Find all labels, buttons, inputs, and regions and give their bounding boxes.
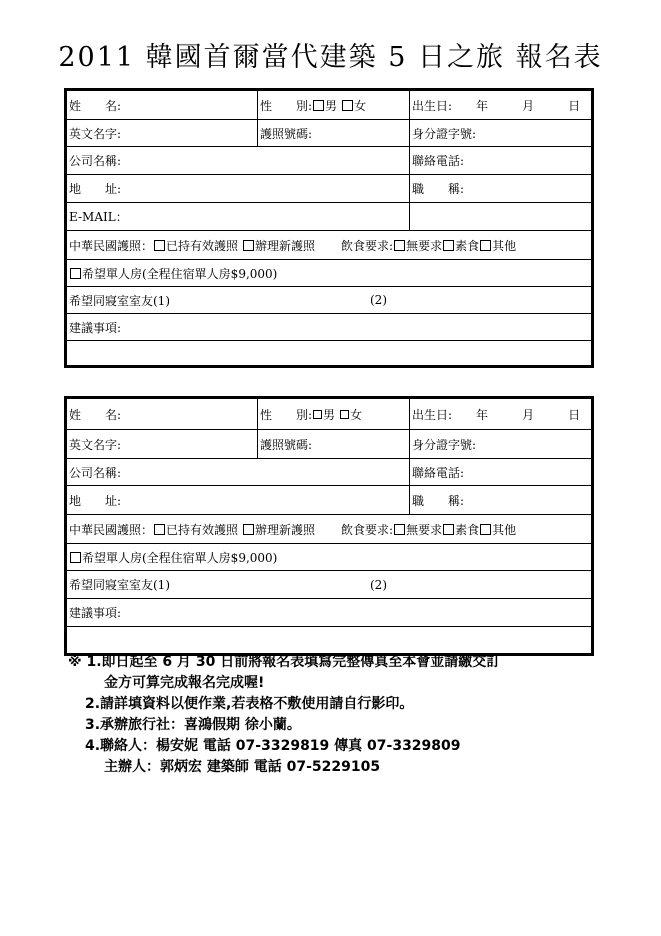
roommate-field[interactable] [67,287,591,313]
gender-field [257,399,409,429]
gender-male-label: 男 [325,98,338,113]
name-field[interactable] [67,399,257,429]
passport-new-checkbox[interactable] [243,240,254,251]
job-title-label: 職 稱: [412,493,465,508]
diet-other-label: 其他 [492,238,517,253]
row-company [67,459,591,486]
single-room-label: 希望單人房(全程住宿單人房$9,000) [82,266,278,281]
row-suggestion [67,599,591,627]
name-field[interactable] [67,91,257,119]
gender-label: 性 別: [260,407,313,422]
passport-has-checkbox[interactable] [154,240,165,251]
birth-year-label: 年 [476,407,489,422]
birth-year-label: 年 [476,98,489,113]
address-label: 地 址: [69,493,122,508]
row-suggestion-blank[interactable] [67,627,591,653]
row-email [67,203,591,231]
row-company [67,147,591,175]
row-address [67,175,591,203]
passport-no-label: 護照號碼: [260,126,313,141]
gender-female-label: 女 [354,98,367,113]
gender-label: 性 別: [260,98,313,113]
gender-female-checkbox[interactable] [342,100,353,111]
row-single-room [67,260,591,287]
single-room-checkbox[interactable] [70,268,81,279]
roommate-2-label: (2) [370,293,387,307]
row-passport-diet [67,231,591,260]
english-name-label: 英文名字: [69,437,122,452]
passport-label: 中華民國護照： [69,238,154,253]
diet-none-label: 無要求 [406,238,443,253]
row-roommate [67,287,591,314]
diet-none-checkbox[interactable] [394,524,405,535]
gender-male-checkbox[interactable] [313,410,322,419]
id-no-field[interactable] [409,430,591,458]
birth-label: 出生日: [412,407,453,422]
row-english-name [67,120,591,147]
name-label: 姓 名: [69,407,122,422]
roommate-label: 希望同寢室室友(1) [69,293,170,308]
address-field[interactable] [67,486,409,514]
phone-field[interactable] [409,459,591,485]
job-title-label: 職 稱: [412,182,465,196]
job-title-field[interactable] [409,486,591,514]
registration-form-1 [64,88,594,368]
email-blank-cell[interactable] [409,203,591,230]
row-suggestion [67,314,591,341]
email-field[interactable] [67,203,409,230]
note-line-4: 4.聯絡人：楊安妮 電話 07-3329819 傳真 07-3329809 [85,738,461,754]
address-label: 地 址: [69,182,122,196]
passport-label: 中華民國護照： [69,522,154,537]
single-room-field [67,260,591,286]
row-english-name [67,430,591,459]
single-room-label: 希望單人房(全程住宿單人房$9,000) [82,550,278,565]
single-room-checkbox[interactable] [70,552,81,563]
passport-new-checkbox[interactable] [243,524,254,535]
passport-has-label: 已持有效護照 [166,238,239,253]
row-name [67,399,591,430]
note-line-2: 2.請詳填資料以便作業,若表格不敷使用請自行影印。 [85,696,414,712]
company-label: 公司名稱: [69,154,122,168]
passport-new-label: 辦理新護照 [255,238,316,253]
passport-no-field[interactable] [257,430,409,458]
suggestion-field[interactable] [67,599,591,626]
diet-veg-checkbox[interactable] [443,524,454,535]
notes-section [68,652,608,778]
diet-other-checkbox[interactable] [480,524,491,535]
birth-month-label: 月 [522,407,535,422]
job-title-field[interactable] [409,175,591,202]
english-name-label: 英文名字: [69,126,122,141]
birth-month-label: 月 [522,98,535,113]
diet-other-label: 其他 [492,522,517,537]
id-no-label: 身分證字號: [412,437,477,452]
note-line-1b: 金方可算完成報名完成喔! [104,675,265,691]
note-line-3: 3.承辦旅行社：喜鴻假期 徐小蘭。 [85,717,301,733]
company-label: 公司名稱: [69,465,122,480]
email-label: E-MAIL： [69,210,128,224]
english-name-field[interactable] [67,120,257,146]
passport-new-label: 辦理新護照 [255,522,316,537]
gender-field [257,91,409,119]
diet-label: 飲食要求: [341,238,394,253]
gender-male-checkbox[interactable] [313,100,324,111]
diet-veg-label: 素食 [455,522,480,537]
gender-male-label: 男 [323,407,336,422]
diet-veg-label: 素食 [455,238,480,253]
row-suggestion-blank[interactable] [67,341,591,365]
address-field[interactable] [67,175,409,202]
company-field[interactable] [67,147,409,174]
row-name [67,91,591,120]
gender-female-label: 女 [350,407,363,422]
company-field[interactable] [67,459,409,485]
diet-none-checkbox[interactable] [394,240,405,251]
phone-label: 聯絡電話: [412,465,465,480]
form-title: 2011 韓國首爾當代建築 5 日之旅 報名表 [58,42,603,73]
diet-veg-checkbox[interactable] [443,240,454,251]
phone-label: 聯絡電話: [412,154,465,168]
row-passport-diet [67,515,591,544]
birth-day-label: 日 [568,407,581,422]
diet-other-checkbox[interactable] [480,240,491,251]
note-line-5: 主辦人：郭炳宏 建築師 電話 07-5229105 [104,759,381,775]
roommate-2-label: (2) [370,577,387,592]
passport-has-label: 已持有效護照 [166,522,239,537]
roommate-field[interactable] [67,571,591,598]
row-single-room [67,544,591,571]
registration-form-2 [64,396,594,656]
passport-no-label: 護照號碼: [260,437,313,452]
suggestion-label: 建議事項: [69,320,122,335]
id-no-label: 身分證字號: [412,126,477,141]
birth-label: 出生日: [412,98,453,113]
passport-diet-field [67,231,591,259]
name-label: 姓 名: [69,98,122,113]
phone-field[interactable] [409,147,591,174]
suggestion-label: 建議事項: [69,606,122,620]
row-roommate [67,571,591,599]
english-name-field[interactable] [67,430,257,458]
single-room-field [67,544,591,570]
diet-label: 飲食要求: [341,522,394,537]
passport-diet-field [67,515,591,543]
diet-none-label: 無要求 [406,522,443,537]
suggestion-field[interactable] [67,314,591,340]
birth-field[interactable] [409,399,591,429]
birth-day-label: 日 [568,98,581,113]
passport-no-field[interactable] [257,120,409,146]
roommate-label: 希望同寢室室友(1) [69,578,170,592]
row-address [67,486,591,515]
gender-female-checkbox[interactable] [340,410,349,419]
birth-field[interactable] [409,91,591,119]
note-line-1: ※ 1.即日起至 6 月 30 日前將報名表填寫完整傳真至本會並請繳交訂 [68,654,501,670]
id-no-field[interactable] [409,120,591,146]
passport-has-checkbox[interactable] [154,524,165,535]
